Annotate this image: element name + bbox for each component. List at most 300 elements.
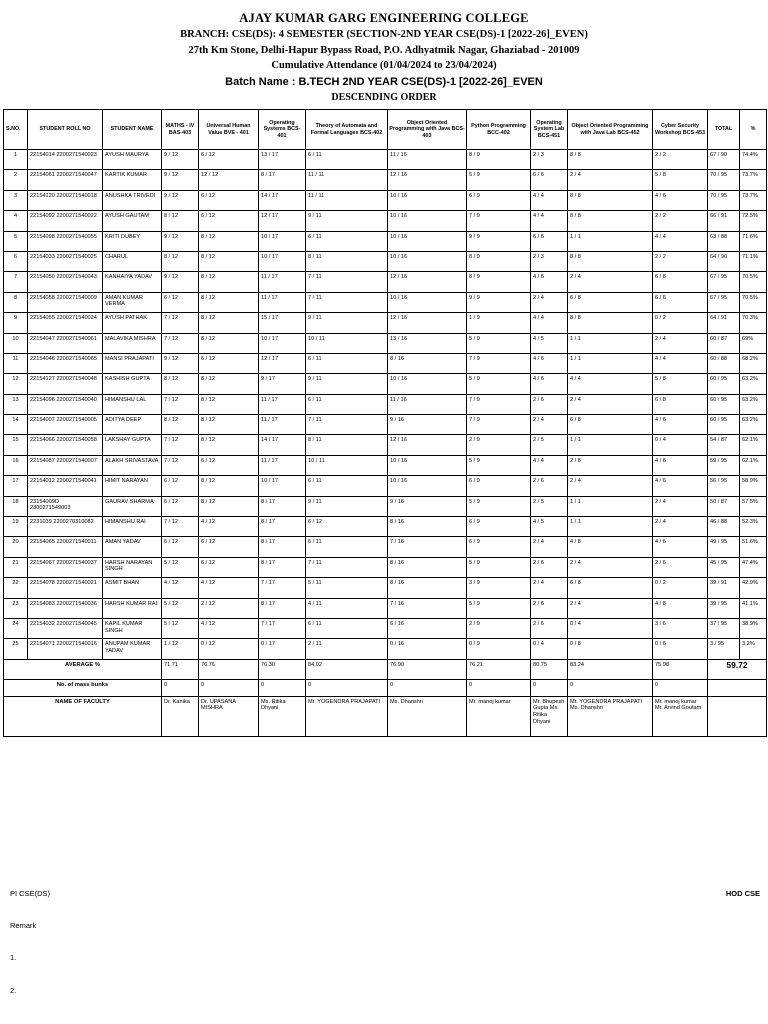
table-row <box>4 578 767 598</box>
attendance-cell: 0 / 8 <box>568 639 653 659</box>
mass-bunks-row <box>4 679 767 696</box>
attendance-cell: 4 / 4 <box>531 190 568 210</box>
student-pct: 41.1% <box>740 598 767 618</box>
student-total: 60 / 88 <box>708 353 740 373</box>
student-roll: 22154096 2200271540040 <box>28 394 103 414</box>
student-roll: 22154066 2200271540058 <box>28 435 103 455</box>
document-header <box>0 0 768 105</box>
attendance-cell: 7 / 9 <box>467 353 531 373</box>
attendance-cell: 6 / 12 <box>162 537 199 557</box>
attendance-cell: 8 / 8 <box>568 190 653 210</box>
student-total: 46 / 88 <box>708 517 740 537</box>
student-total: 60 / 95 <box>708 374 740 394</box>
student-roll: 22154067 2200271540037 <box>28 557 103 577</box>
student-total: 50 / 87 <box>708 496 740 516</box>
student-total: 59 / 95 <box>708 455 740 475</box>
attendance-cell: 4 / 6 <box>653 415 708 435</box>
student-sno: 14 <box>4 415 28 435</box>
attendance-cell: 10 / 16 <box>388 251 467 271</box>
student-total: 60 / 87 <box>708 333 740 353</box>
student-name: HARSH NARAYAN SINGH <box>103 557 162 577</box>
faculty-name: Mr. manoj kumar <box>467 696 531 736</box>
attendance-cell: 4 / 6 <box>653 537 708 557</box>
attendance-cell: 5 / 9 <box>467 598 531 618</box>
col-pct: % <box>740 110 767 150</box>
faculty-name: Mr. YOGENDRA PRAJAPATI Ms. Dhanshri <box>568 696 653 736</box>
attendance-cell: 6 / 12 <box>162 292 199 312</box>
student-name: AYUSH PATHAK <box>103 313 162 333</box>
table-row <box>4 415 767 435</box>
faculty-name: Dr. UPASANA MISHRA <box>199 696 259 736</box>
attendance-cell: 1 / 1 <box>568 517 653 537</box>
mass-bunks-value: 0 <box>467 679 531 696</box>
student-roll: 22154055 2200271540024 <box>28 313 103 333</box>
attendance-cell: 6 / 11 <box>306 394 388 414</box>
mass-bunks-label: No. of mass bunks <box>4 679 162 696</box>
student-pct: 52.3% <box>740 517 767 537</box>
attendance-cell: 11 / 17 <box>259 272 306 292</box>
table-row <box>4 272 767 292</box>
attendance-cell: 6 / 11 <box>306 150 388 170</box>
hod-signature-label: HOD CSE <box>725 889 760 898</box>
student-name: ALAKH SRIVASTAVA <box>103 455 162 475</box>
student-sno: 11 <box>4 353 28 373</box>
attendance-cell: 4 / 4 <box>653 231 708 251</box>
attendance-cell: 6 / 12 <box>199 150 259 170</box>
student-roll: 22154050 2200271540043 <box>28 272 103 292</box>
col-subject: Operating System Lab BCS-451 <box>531 110 568 150</box>
attendance-cell: 8 / 12 <box>199 333 259 353</box>
attendance-cell: 9 / 11 <box>306 496 388 516</box>
attendance-cell: 7 / 16 <box>388 598 467 618</box>
attendance-cell: 2 / 5 <box>531 435 568 455</box>
mass-bunks-value: 0 <box>259 679 306 696</box>
attendance-cell: 8 / 9 <box>467 150 531 170</box>
attendance-cell: 2 / 6 <box>531 598 568 618</box>
attendance-cell: 15 / 17 <box>259 313 306 333</box>
student-total: 39 / 91 <box>708 578 740 598</box>
attendance-cell: 6 / 12 <box>199 557 259 577</box>
address-line: 27th Km Stone, Delhi-Hapur Bypass Road, P.O. Adhyatmik Nagar, Ghaziabad - 201009 <box>188 44 580 56</box>
col-subject: Object Oriented Programming with Java Lab BCS-452 <box>568 110 653 150</box>
attendance-cell: 4 / 5 <box>531 517 568 537</box>
attendance-cell: 4 / 4 <box>531 211 568 231</box>
table-row <box>4 353 767 373</box>
student-pct: 57.5% <box>740 496 767 516</box>
attendance-cell: 4 / 4 <box>653 353 708 373</box>
student-name: ADITYA DEEP <box>103 415 162 435</box>
student-total: 64 / 90 <box>708 251 740 271</box>
student-name: AMAN YADAV <box>103 537 162 557</box>
attendance-cell: 5 / 8 <box>653 374 708 394</box>
student-sno: 20 <box>4 537 28 557</box>
attendance-cell: 9 / 12 <box>162 190 199 210</box>
attendance-cell: 11 / 16 <box>388 150 467 170</box>
attendance-cell: 7 / 17 <box>259 578 306 598</box>
attendance-cell: 6 / 8 <box>568 578 653 598</box>
attendance-cell: 8 / 12 <box>199 415 259 435</box>
attendance-cell: 6 / 12 <box>199 190 259 210</box>
attendance-cell: 6 / 12 <box>199 455 259 475</box>
attendance-cell: 4 / 6 <box>653 190 708 210</box>
attendance-cell: 8 / 9 <box>467 251 531 271</box>
attendance-cell: 10 / 17 <box>259 231 306 251</box>
col-roll: STUDENT ROLL NO <box>28 110 103 150</box>
student-total: 70 / 95 <box>708 190 740 210</box>
attendance-cell: 4 / 6 <box>531 353 568 373</box>
attendance-cell: 8 / 12 <box>162 374 199 394</box>
attendance-cell: 8 / 11 <box>306 435 388 455</box>
attendance-cell: 5 / 9 <box>467 557 531 577</box>
attendance-cell: 8 / 17 <box>259 598 306 618</box>
student-pct: 38.9% <box>740 618 767 638</box>
attendance-cell: 12 / 12 <box>199 170 259 190</box>
student-total: 67 / 95 <box>708 292 740 312</box>
attendance-cell: 9 / 12 <box>162 353 199 373</box>
period-line: Cumulative Attendance (01/04/2024 to 23/04/2024) <box>271 60 497 71</box>
attendance-cell: 6 / 12 <box>199 211 259 231</box>
attendance-cell: 2 / 4 <box>568 272 653 292</box>
attendance-cell: 1 / 1 <box>568 435 653 455</box>
student-roll: 22154065 2200271540011 <box>28 537 103 557</box>
attendance-cell: 9 / 9 <box>467 292 531 312</box>
student-roll: 22154033 2200271540025 <box>28 251 103 271</box>
student-roll: 22154007 2200271540005 <box>28 415 103 435</box>
table-row <box>4 394 767 414</box>
attendance-cell: 8 / 12 <box>199 272 259 292</box>
col-subject: Theory of Automata and Formal Languages BCS-402 <box>306 110 388 150</box>
attendance-cell: 4 / 11 <box>306 598 388 618</box>
table-row <box>4 150 767 170</box>
faculty-name: Ms. Ritika Dhyani <box>259 696 306 736</box>
attendance-cell: 5 / 8 <box>653 170 708 190</box>
remark-item-2: 2. <box>10 986 17 995</box>
faculty-blank <box>708 696 767 736</box>
attendance-cell: 4 / 6 <box>531 374 568 394</box>
attendance-cell: 7 / 12 <box>162 313 199 333</box>
col-subject: Operating Systems BCS-401 <box>259 110 306 150</box>
student-pct: 62.1% <box>740 435 767 455</box>
attendance-cell: 2 / 11 <box>306 639 388 659</box>
student-total: 54 / 87 <box>708 435 740 455</box>
attendance-cell: 10 / 17 <box>259 251 306 271</box>
attendance-cell: 13 / 16 <box>388 333 467 353</box>
attendance-cell: 8 / 12 <box>199 394 259 414</box>
attendance-cell: 8 / 17 <box>259 537 306 557</box>
attendance-cell: 5 / 9 <box>467 170 531 190</box>
student-roll: 22154087 2200271540007 <box>28 455 103 475</box>
attendance-cell: 12 / 16 <box>388 313 467 333</box>
student-name: AYUSH MAURYA <box>103 150 162 170</box>
attendance-cell: 9 / 12 <box>162 170 199 190</box>
attendance-cell: 8 / 12 <box>199 251 259 271</box>
attendance-cell: 8 / 17 <box>259 496 306 516</box>
attendance-cell: 7 / 12 <box>162 455 199 475</box>
mass-bunks-value: 0 <box>531 679 568 696</box>
table-row <box>4 598 767 618</box>
attendance-cell: 13 / 17 <box>259 150 306 170</box>
attendance-cell: 9 / 11 <box>306 211 388 231</box>
student-sno: 24 <box>4 618 28 638</box>
student-sno: 18 <box>4 496 28 516</box>
table-row <box>4 435 767 455</box>
attendance-cell: 6 / 11 <box>306 476 388 496</box>
attendance-cell: 7 / 17 <box>259 618 306 638</box>
student-roll: 22154014 2200271540023 <box>28 150 103 170</box>
mass-bunks-blank <box>708 679 767 696</box>
col-subject: Python Programming BCC-402 <box>467 110 531 150</box>
student-pct: 62.1% <box>740 455 767 475</box>
attendance-cell: 6 / 9 <box>467 476 531 496</box>
attendance-cell: 1 / 1 <box>568 231 653 251</box>
attendance-cell: 5 / 12 <box>162 598 199 618</box>
attendance-cell: 6 / 12 <box>306 517 388 537</box>
attendance-cell: 2 / 4 <box>568 557 653 577</box>
student-sno: 5 <box>4 231 28 251</box>
attendance-cell: 10 / 11 <box>306 333 388 353</box>
attendance-cell: 12 / 16 <box>388 170 467 190</box>
student-sno: 19 <box>4 517 28 537</box>
student-pct: 70.3% <box>740 313 767 333</box>
attendance-cell: 5 / 9 <box>467 374 531 394</box>
branch-line: BRANCH: CSE(DS): 4 SEMESTER (SECTION-2ND YEAR CSE(DS)-1 [2022-26]_EVEN) <box>180 29 588 40</box>
attendance-cell: 2 / 4 <box>568 476 653 496</box>
student-total: 45 / 95 <box>708 557 740 577</box>
col-total: TOTAL <box>708 110 740 150</box>
faculty-name: Mr. YOGENDRA PRAJAPATI <box>306 696 388 736</box>
attendance-cell: 6 / 6 <box>531 170 568 190</box>
attendance-cell: 10 / 16 <box>388 292 467 312</box>
attendance-cell: 6 / 8 <box>653 272 708 292</box>
attendance-cell: 12 / 16 <box>388 435 467 455</box>
attendance-cell: 7 / 11 <box>306 415 388 435</box>
attendance-cell: 7 / 16 <box>388 537 467 557</box>
attendance-cell: 2 / 2 <box>653 150 708 170</box>
attendance-cell: 4 / 12 <box>199 578 259 598</box>
attendance-cell: 2 / 6 <box>531 476 568 496</box>
attendance-cell: 9 / 11 <box>306 374 388 394</box>
student-name: KARTIK KUMAR <box>103 170 162 190</box>
faculty-name: Mr. manoj kumar Mr. Arvind Goutam <box>653 696 708 736</box>
attendance-cell: 7 / 11 <box>306 272 388 292</box>
student-sno: 16 <box>4 455 28 475</box>
col-name: STUDENT NAME <box>103 110 162 150</box>
attendance-cell: 9 / 12 <box>162 231 199 251</box>
attendance-cell: 7 / 9 <box>467 211 531 231</box>
attendance-cell: 8 / 8 <box>568 150 653 170</box>
student-pct: 58.9% <box>740 476 767 496</box>
mass-bunks-value: 0 <box>568 679 653 696</box>
attendance-cell: 9 / 17 <box>259 374 306 394</box>
table-row <box>4 517 767 537</box>
student-name: MANSI PRAJAPATI <box>103 353 162 373</box>
table-row <box>4 537 767 557</box>
student-name: KAPIL KUMAR SINGH <box>103 618 162 638</box>
attendance-cell: 4 / 8 <box>568 537 653 557</box>
attendance-cell: 1 / 1 <box>568 353 653 373</box>
attendance-cell: 8 / 16 <box>388 517 467 537</box>
attendance-cell: 2 / 6 <box>531 394 568 414</box>
attendance-cell: 10 / 17 <box>259 333 306 353</box>
student-name: GAURAV SHARMA <box>103 496 162 516</box>
table-row <box>4 333 767 353</box>
student-rows <box>4 150 767 660</box>
student-name: ANUSHKA TRIVEDI <box>103 190 162 210</box>
attendance-cell: 12 / 17 <box>259 211 306 231</box>
attendance-table <box>3 109 767 737</box>
average-total: 59.72 <box>708 659 767 679</box>
batch-line: Batch Name : B.TECH 2ND YEAR CSE(DS)-1 [2022-26]_EVEN <box>225 75 543 88</box>
attendance-cell: 5 / 12 <box>162 618 199 638</box>
table-row <box>4 292 767 312</box>
student-name: ANUPAM KUMAR YADAV <box>103 639 162 659</box>
table-row <box>4 374 767 394</box>
attendance-cell: 8 / 12 <box>199 231 259 251</box>
attendance-cell: 2 / 4 <box>531 292 568 312</box>
attendance-cell: 5 / 11 <box>306 578 388 598</box>
attendance-cell: 6 / 11 <box>306 353 388 373</box>
attendance-cell: 7 / 9 <box>467 415 531 435</box>
student-total: 56 / 95 <box>708 476 740 496</box>
student-pct: 63.2% <box>740 415 767 435</box>
attendance-cell: 6 / 16 <box>388 618 467 638</box>
attendance-cell: 2 / 3 <box>531 251 568 271</box>
attendance-cell: 9 / 16 <box>388 496 467 516</box>
attendance-cell: 2 / 6 <box>653 557 708 577</box>
attendance-cell: 10 / 11 <box>306 455 388 475</box>
attendance-cell: 2 / 4 <box>568 170 653 190</box>
student-sno: 9 <box>4 313 28 333</box>
pi-signature-label: PI CSE(DS) <box>10 889 51 898</box>
attendance-cell: 7 / 11 <box>306 557 388 577</box>
attendance-cell: 6 / 12 <box>162 476 199 496</box>
attendance-cell: 1 / 12 <box>162 639 199 659</box>
average-value: 76.30 <box>259 659 306 679</box>
attendance-cell: 6 / 8 <box>568 415 653 435</box>
student-pct: 71.1% <box>740 251 767 271</box>
student-sno: 22 <box>4 578 28 598</box>
attendance-cell: 10 / 16 <box>388 231 467 251</box>
attendance-cell: 4 / 6 <box>531 272 568 292</box>
attendance-cell: 8 / 12 <box>162 211 199 231</box>
attendance-cell: 7 / 12 <box>162 435 199 455</box>
student-name: HARSH KUMAR RAI <box>103 598 162 618</box>
student-roll: 22154127 2200271540048 <box>28 374 103 394</box>
attendance-cell: 8 / 16 <box>388 557 467 577</box>
attendance-cell: 2 / 9 <box>467 618 531 638</box>
attendance-cell: 12 / 17 <box>259 353 306 373</box>
student-roll: 22154047 2200271540061 <box>28 333 103 353</box>
remark-label: Remark <box>10 921 37 930</box>
student-pct: 42.9% <box>740 578 767 598</box>
average-row <box>4 659 767 679</box>
col-sno: S.NO. <box>4 110 28 150</box>
attendance-cell: 0 / 12 <box>199 639 259 659</box>
student-pct: 73.7% <box>740 170 767 190</box>
college-name: AJAY KUMAR GARG ENGINEERING COLLEGE <box>239 11 529 25</box>
student-pct: 3.2% <box>740 639 767 659</box>
student-total: 66 / 91 <box>708 211 740 231</box>
attendance-cell: 7 / 12 <box>162 333 199 353</box>
student-total: 60 / 95 <box>708 415 740 435</box>
attendance-cell: 6 / 12 <box>162 496 199 516</box>
student-sno: 3 <box>4 190 28 210</box>
col-subject: MATHS - IV BAS-403 <box>162 110 199 150</box>
student-sno: 17 <box>4 476 28 496</box>
attendance-cell: 5 / 9 <box>467 496 531 516</box>
average-value: 84.02 <box>306 659 388 679</box>
student-roll: 22154061 2200271540047 <box>28 170 103 190</box>
attendance-cell: 0 / 2 <box>653 313 708 333</box>
attendance-cell: 2 / 2 <box>653 251 708 271</box>
order-line: DESCENDING ORDER <box>331 91 437 103</box>
attendance-cell: 8 / 12 <box>199 435 259 455</box>
attendance-cell: 8 / 17 <box>259 557 306 577</box>
attendance-cell: 8 / 8 <box>568 313 653 333</box>
attendance-cell: 0 / 2 <box>653 578 708 598</box>
attendance-cell: 6 / 6 <box>653 292 708 312</box>
student-sno: 23 <box>4 598 28 618</box>
attendance-cell: 6 / 11 <box>306 618 388 638</box>
average-value: 76.76 <box>199 659 259 679</box>
student-sno: 21 <box>4 557 28 577</box>
student-roll: 22154092 2200271540022 <box>28 211 103 231</box>
student-roll: 22154120 2200271540018 <box>28 190 103 210</box>
student-sno: 10 <box>4 333 28 353</box>
student-sno: 6 <box>4 251 28 271</box>
table-row <box>4 231 767 251</box>
attendance-cell: 0 / 4 <box>531 639 568 659</box>
attendance-cell: 2 / 4 <box>568 394 653 414</box>
attendance-cell: 6 / 8 <box>568 292 653 312</box>
student-pct: 51.6% <box>740 537 767 557</box>
attendance-cell: 4 / 8 <box>653 598 708 618</box>
student-roll: 22154046 2200271540065 <box>28 353 103 373</box>
student-total: 70 / 95 <box>708 170 740 190</box>
attendance-cell: 2 / 6 <box>531 557 568 577</box>
attendance-cell: 0 / 9 <box>467 639 531 659</box>
average-value: 83.24 <box>568 659 653 679</box>
student-sno: 15 <box>4 435 28 455</box>
attendance-cell: 2 / 4 <box>653 333 708 353</box>
student-roll: 22154012 2200271540041 <box>28 476 103 496</box>
attendance-cell: 14 / 17 <box>259 435 306 455</box>
attendance-cell: 7 / 9 <box>467 394 531 414</box>
faculty-name: Mr. Bhupesh Gupta Ms. Ritika Dhyani <box>531 696 568 736</box>
attendance-cell: 10 / 16 <box>388 476 467 496</box>
student-total: 67 / 90 <box>708 150 740 170</box>
student-name: HIMIT NARAYAN <box>103 476 162 496</box>
attendance-cell: 2 / 4 <box>653 517 708 537</box>
faculty-row <box>4 696 767 736</box>
attendance-cell: 8 / 12 <box>162 251 199 271</box>
attendance-cell: 6 / 12 <box>199 537 259 557</box>
faculty-name: Dr. Kanika <box>162 696 199 736</box>
mass-bunks-value: 0 <box>653 679 708 696</box>
student-pct: 72.5% <box>740 211 767 231</box>
student-pct: 70.5% <box>740 272 767 292</box>
attendance-cell: 4 / 12 <box>162 578 199 598</box>
attendance-cell: 11 / 16 <box>388 394 467 414</box>
table-row <box>4 618 767 638</box>
attendance-cell: 0 / 6 <box>653 639 708 659</box>
student-roll: 22154071 2200271540016 <box>28 639 103 659</box>
attendance-cell: 7 / 12 <box>162 394 199 414</box>
attendance-cell: 8 / 12 <box>199 313 259 333</box>
student-pct: 74.4% <box>740 150 767 170</box>
attendance-cell: 8 / 12 <box>199 374 259 394</box>
student-sno: 13 <box>4 394 28 414</box>
